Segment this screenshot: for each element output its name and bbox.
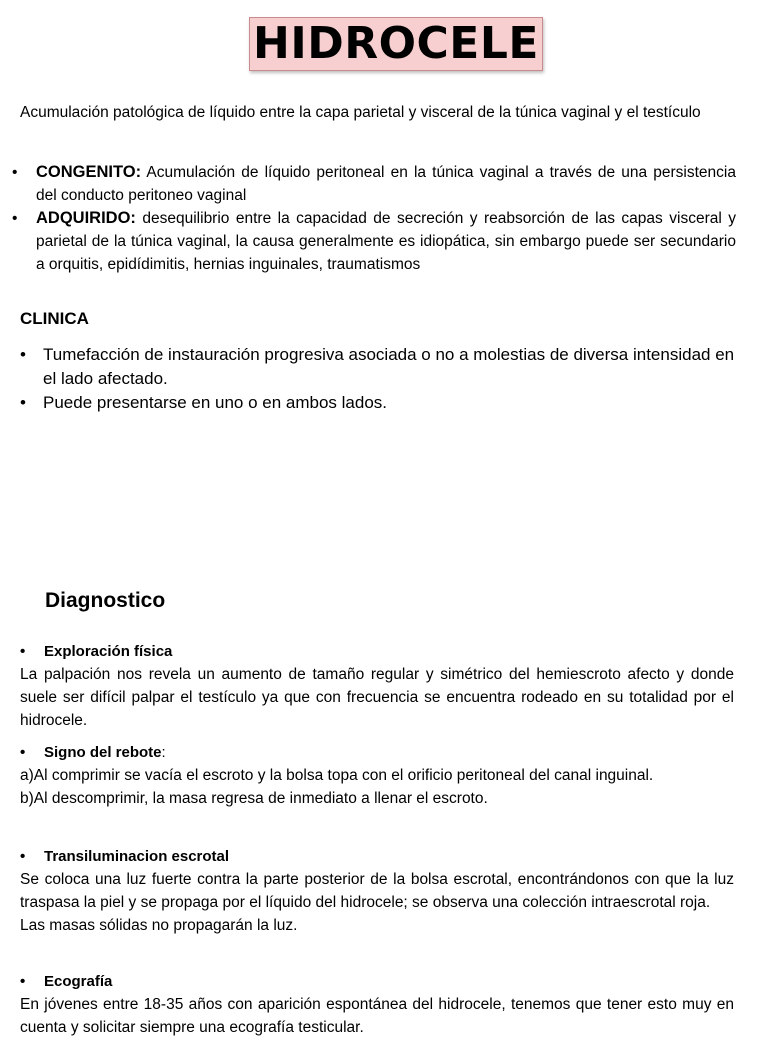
clinica-item-text: Tumefacción de instauración progresiva asociada o no a molestias de diversa intensidad en el lado afectado.: [43, 345, 735, 388]
section-transiluminacion: [20, 845, 734, 937]
section-heading-text: Exploración física: [44, 643, 173, 660]
list-item-congenito: [12, 161, 736, 207]
bullet-icon: •: [12, 210, 18, 227]
section-heading-text: Signo del rebote: [44, 744, 162, 761]
type-label: CONGENITO:: [36, 163, 142, 181]
clinica-list: [20, 343, 740, 415]
list-item: [20, 343, 740, 391]
section-heading: [20, 845, 734, 868]
page-title: HIDROCELE: [253, 18, 539, 69]
type-text: desequilibrio entre la capacidad de secreción y reabsorción de las capas visceral y parietal de la túnica vaginal, la causa generalmente es idiopática, sin embargo puede ser secundario a orquitis, epidídimitis, hernias inguinales, traumatismos: [36, 210, 736, 273]
section-heading-suffix: :: [161, 744, 166, 761]
section-body: [20, 993, 734, 1039]
section-body: [20, 764, 734, 810]
type-text: Acumulación de líquido peritoneal en la túnica vaginal a través de una persistencia del conducto peritoneo vaginal: [36, 164, 736, 204]
paragraph: En jóvenes entre 18-35 años con aparición espontánea del hidrocele, tenemos que tener esto muy en cuenta y solicitar siempre una ecografía testicular.: [20, 996, 734, 1036]
paragraph: a)Al comprimir se vacía el escroto y la bolsa topa con el orificio peritoneal del canal inguinal.: [20, 767, 654, 784]
paragraph: La palpación nos revela un aumento de tamaño regular y simétrico del hemiescroto afecto y donde suele ser difícil palpar el testículo ya que con frecuencia se encuentra rodeado en su totalidad por el hidrocele.: [20, 666, 734, 729]
types-list: [12, 161, 736, 276]
section-rebote: [20, 741, 734, 810]
intro-text: Acumulación patológica de líquido entre la capa parietal y visceral de la túnica vaginal y el testículo: [20, 104, 701, 121]
section-heading: [20, 640, 734, 663]
section-exploracion: [20, 640, 734, 732]
paragraph: b)Al descomprimir, la masa regresa de inmediato a llenar el escroto.: [20, 790, 488, 807]
type-label: ADQUIRIDO:: [36, 209, 136, 227]
clinica-item-text: Puede presentarse en uno o en ambos lados.: [43, 393, 388, 412]
bullet-icon: •: [20, 973, 26, 990]
section-heading: [20, 741, 734, 764]
list-item-adquirido: [12, 207, 736, 276]
bullet-icon: •: [20, 848, 26, 865]
section-heading-text: Transiluminacion escrotal: [44, 848, 230, 865]
diagnostico-heading: Diagnostico: [45, 589, 166, 612]
bullet-icon: •: [20, 744, 26, 761]
section-ecografia: [20, 970, 734, 1039]
clinica-heading: CLINICA: [20, 309, 89, 328]
section-body: [20, 663, 734, 732]
paragraph: Las masas sólidas no propagarán la luz.: [20, 917, 298, 934]
bullet-icon: •: [20, 643, 26, 660]
section-heading: [20, 970, 734, 993]
bullet-icon: •: [20, 345, 26, 364]
list-item: [20, 391, 740, 415]
bullet-icon: •: [12, 164, 18, 181]
title-box: [249, 17, 543, 71]
section-body: [20, 868, 734, 937]
paragraph: Se coloca una luz fuerte contra la parte posterior de la bolsa escrotal, encontrándonos con que la luz traspasa la piel y se propaga por el líquido del hidrocele; se observa una colección intraescrotal roja.: [20, 871, 734, 911]
bullet-icon: •: [20, 393, 26, 412]
section-heading-text: Ecografía: [44, 973, 113, 990]
